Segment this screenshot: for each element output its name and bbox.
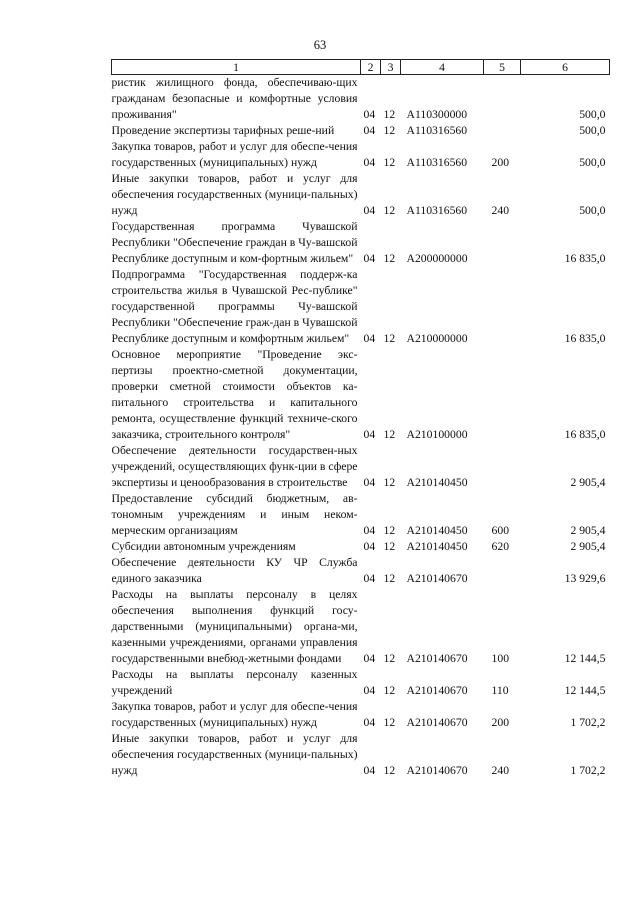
amount: 13 929,6	[564, 572, 606, 585]
target-article-code: А210140670	[406, 684, 468, 697]
subsection-code: 12	[383, 124, 396, 137]
amount: 16 835,0	[564, 428, 606, 441]
target-article-code: А210140670	[406, 716, 468, 729]
subsection-code: 12	[383, 156, 396, 169]
row-name: Иные закупки товаров, работ и услуг для обеспечения государственных (муници-пальных) нужд	[111, 172, 358, 217]
section-code: 04	[363, 716, 376, 729]
row-name: Обеспечение деятельности КУ ЧР Служба единого заказчика	[111, 556, 358, 585]
section-code: 04	[363, 684, 376, 697]
target-article-code: А110316560	[406, 156, 468, 169]
amount: 500,0	[579, 156, 606, 169]
expense-type-code: 200	[491, 156, 510, 169]
table-row	[112, 123, 610, 139]
row-name: ристик жилищного фонда, обеспечиваю-щих гражданам безопасные и комфортные условия проживания"	[111, 76, 358, 121]
column-header: 6	[521, 60, 610, 75]
amount: 16 835,0	[564, 252, 606, 265]
amount: 1 702,2	[570, 764, 606, 777]
target-article-code: А210140670	[406, 652, 468, 665]
column-header: 4	[401, 60, 484, 75]
subsection-code: 12	[383, 652, 396, 665]
expense-type-code	[484, 443, 521, 491]
subsection-code: 12	[383, 252, 396, 265]
budget-table	[111, 59, 610, 779]
header-row	[112, 60, 610, 75]
row-name: Предоставление субсидий бюджетным, ав-тономным учреждениям и иным неком-мерческим организациям	[111, 492, 358, 537]
table-row	[112, 539, 610, 555]
subsection-code: 12	[383, 108, 396, 121]
table-row	[112, 731, 610, 779]
target-article-code: А210100000	[406, 428, 468, 441]
table-row	[112, 171, 610, 219]
section-code: 04	[363, 156, 376, 169]
amount: 16 835,0	[564, 332, 606, 345]
table-row	[112, 219, 610, 267]
row-name: Расходы на выплаты персоналу казенных учреждений	[111, 668, 358, 697]
subsection-code: 12	[383, 476, 396, 489]
amount: 500,0	[579, 108, 606, 121]
table-row	[112, 347, 610, 443]
row-name: Подпрограмма "Государственная поддерж-ка строительства жилья в Чувашской Рес-публике" государственной программы Чу-вашской Республики "Обеспечение граж-дан в Чувашской Республике доступным и комфортным жильем"	[111, 268, 358, 345]
row-name: Проведение экспертизы тарифных реше-ний	[111, 124, 335, 137]
table-row	[112, 587, 610, 667]
column-header: 3	[381, 60, 401, 75]
row-name: Обеспечение деятельности государствен-ных учреждений, осуществляющих функ-ции в сфере экспертизы и ценообразования в строительстве	[111, 444, 358, 489]
section-code: 04	[363, 540, 376, 553]
table-row	[112, 75, 610, 124]
amount: 500,0	[579, 124, 606, 137]
amount: 2 905,4	[570, 524, 606, 537]
section-code: 04	[363, 204, 376, 217]
expense-type-code: 100	[491, 652, 510, 665]
target-article-code: А200000000	[406, 252, 468, 265]
row-name: Основное мероприятие "Проведение экс-пертизы проектно-сметной документации, проверки сметной стоимости объектов ка-питального строительства и капитального ремонта, осуществление функций техниче-ского заказчика, строительного контроля"	[111, 348, 358, 441]
subsection-code: 12	[383, 204, 396, 217]
section-code: 04	[363, 652, 376, 665]
table-row	[112, 555, 610, 587]
section-code: 04	[363, 428, 376, 441]
page-number: 63	[313, 38, 327, 52]
subsection-code: 12	[383, 684, 396, 697]
row-name: Закупка товаров, работ и услуг для обеспе-чения государственных (муниципальных) нужд	[111, 700, 358, 729]
expense-type-code	[484, 123, 521, 139]
expense-type-code: 240	[491, 204, 510, 217]
column-header: 1	[112, 60, 361, 75]
expense-type-code	[484, 267, 521, 347]
section-code: 04	[363, 524, 376, 537]
subsection-code: 12	[383, 764, 396, 777]
section-code: 04	[363, 572, 376, 585]
target-article-code: А110316560	[406, 124, 468, 137]
row-name: Иные закупки товаров, работ и услуг для обеспечения государственных (муници-пальных) нужд	[111, 732, 358, 777]
target-article-code: А210140450	[406, 524, 468, 537]
target-article-code: А210000000	[406, 332, 468, 345]
row-name: Закупка товаров, работ и услуг для обеспе-чения государственных (муниципальных) нужд	[111, 140, 358, 169]
target-article-code: А110300000	[406, 108, 468, 121]
row-name: Расходы на выплаты персоналу в целях обеспечения выполнения функций госу-дарственными (муниципальными) органа-ми, казенными учреждениями, органами управления государственными внебюд-жетными фондами	[111, 588, 358, 665]
column-header: 2	[361, 60, 381, 75]
amount: 12 144,5	[564, 652, 606, 665]
section-code: 04	[363, 332, 376, 345]
table-row	[112, 699, 610, 731]
expense-type-code	[484, 75, 521, 124]
amount: 1 702,2	[570, 716, 606, 729]
expense-type-code	[484, 347, 521, 443]
column-header: 5	[484, 60, 521, 75]
section-code: 04	[363, 108, 376, 121]
subsection-code: 12	[383, 716, 396, 729]
target-article-code: А110316560	[406, 204, 468, 217]
subsection-code: 12	[383, 428, 396, 441]
expense-type-code: 600	[491, 524, 510, 537]
expense-type-code: 200	[491, 716, 510, 729]
subsection-code: 12	[383, 572, 396, 585]
expense-type-code	[484, 219, 521, 267]
target-article-code: А210140670	[406, 572, 468, 585]
subsection-code: 12	[383, 524, 396, 537]
row-name: Субсидии автономным учреждениям	[111, 540, 296, 553]
amount: 500,0	[579, 204, 606, 217]
amount: 2 905,4	[570, 476, 606, 489]
expense-type-code: 620	[491, 540, 510, 553]
table-body	[112, 75, 610, 780]
table-row	[112, 491, 610, 539]
table-row	[112, 667, 610, 699]
expense-type-code: 240	[491, 764, 510, 777]
table-row	[112, 267, 610, 347]
subsection-code: 12	[383, 332, 396, 345]
subsection-code: 12	[383, 540, 396, 553]
section-code: 04	[363, 764, 376, 777]
expense-type-code: 110	[491, 684, 509, 697]
amount: 2 905,4	[570, 540, 606, 553]
target-article-code: А210140670	[406, 764, 468, 777]
section-code: 04	[363, 124, 376, 137]
row-name: Государственная программа Чувашской Республики "Обеспечение граждан в Чу-вашской Республике доступным и ком-фортным жильем"	[111, 220, 358, 265]
table-row	[112, 443, 610, 491]
section-code: 04	[363, 252, 376, 265]
section-code: 04	[363, 476, 376, 489]
table-row	[112, 139, 610, 171]
expense-type-code	[484, 555, 521, 587]
target-article-code: А210140450	[406, 540, 468, 553]
target-article-code: А210140450	[406, 476, 468, 489]
amount: 12 144,5	[564, 684, 606, 697]
